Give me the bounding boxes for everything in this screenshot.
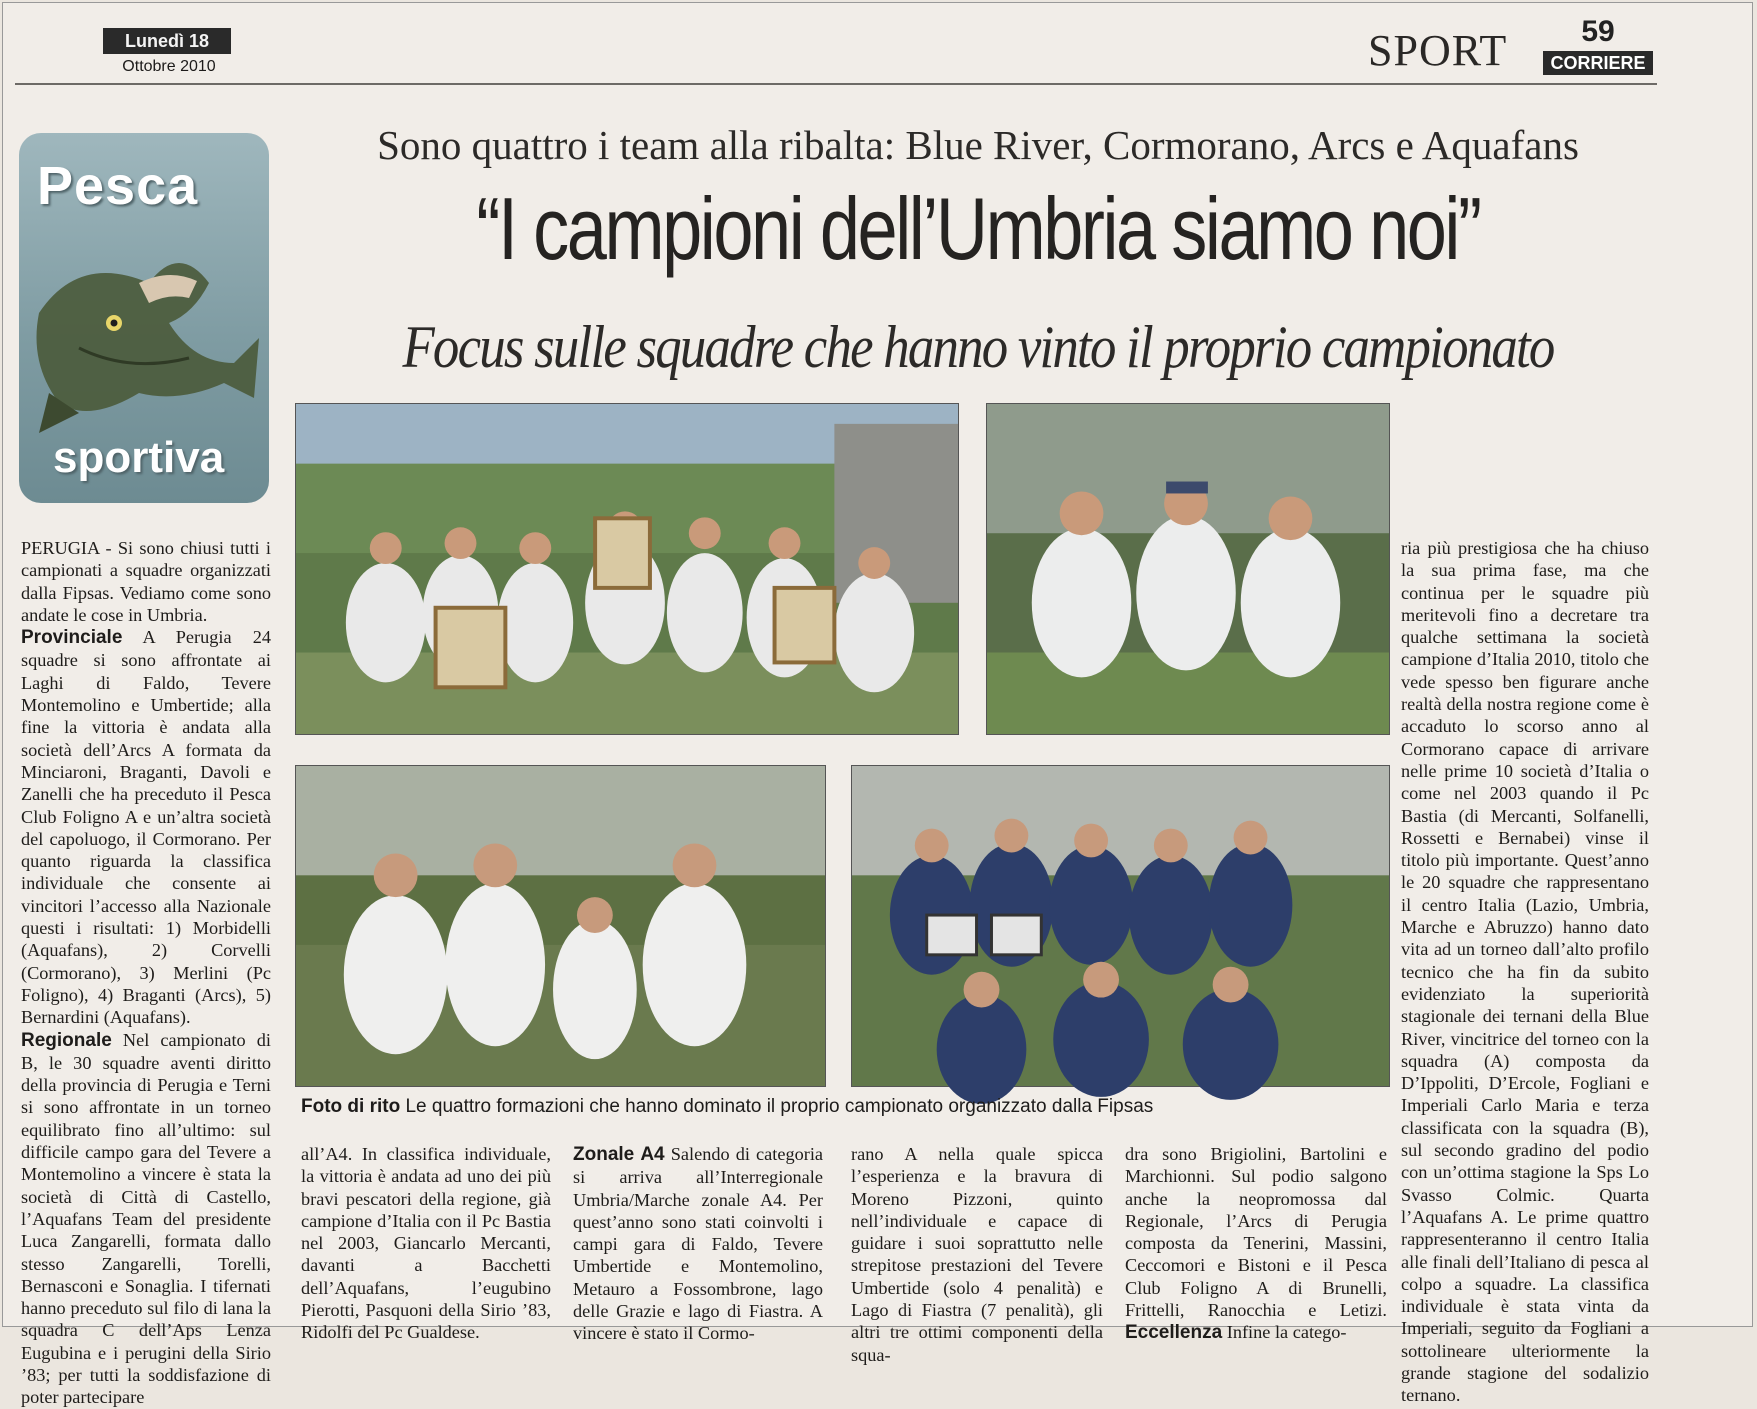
team-photo-4 — [851, 765, 1390, 1087]
team-photo-2 — [986, 403, 1390, 735]
team-photo-1 — [295, 403, 959, 735]
article-column-4 — [851, 1143, 1103, 1366]
article-column-3 — [573, 1143, 823, 1345]
section-badge — [19, 133, 269, 503]
page-number: 59 — [1581, 15, 1615, 48]
photo-caption — [301, 1096, 1431, 1118]
section-name: SPORT — [1368, 26, 1508, 75]
paragraph: Infine la catego- — [1222, 1322, 1347, 1343]
issue-date: Ottobre 2010 — [122, 58, 216, 75]
subheading-eccellenza: Eccellenza — [1125, 1322, 1223, 1344]
caption-label: Foto di rito — [301, 1096, 401, 1117]
article-column-6 — [1401, 537, 1649, 1407]
newspaper-page — [2, 2, 1753, 1408]
article-kicker: Sono quattro i team alla ribalta: Blue River, Cormorano, Arcs e Aquafans — [377, 122, 1579, 168]
article-column-5 — [1125, 1143, 1387, 1345]
badge-title-top: Pesca — [37, 156, 199, 216]
issue-day: Lunedì 18 — [103, 28, 231, 54]
paragraph: all’A4. In classifica individuale, la vittoria è andata ad uno dei più bravi pescatori della regione, già campione d’Italia con il Pc Bastia nel 2003, Giancarlo Mercanti, davanti a Bacchetti dell’Aquafans, l’eugubino Pierotti, Pasquoni della Sirio ’83, Ridolfi del Pc Gualdese. — [301, 1144, 551, 1343]
article-subhead: Focus sulle squadre che hanno vinto il proprio campionato — [402, 314, 1554, 380]
paragraph: - Si sono chiusi tutti i campionati a squadre organizzati dalla Fipsas. Vediamo come sono andate le cose in Umbria. — [21, 538, 271, 625]
paragraph: rano A nella quale spicca l’esperienza e la bravura di Moreno Pizzoni, quinto nell’individuale e capace di guidare i suoi soprattutto nelle strepitose prestazioni del Tevere Umbertide (solo 4 penalità) e Lago di Fiastra (7 penalità), gli altri tre ottimi componenti della squa- — [851, 1144, 1103, 1365]
article-column-1 — [21, 537, 271, 1409]
article-headline: “I campioni dell’Umbria siamo noi” — [476, 179, 1480, 278]
badge-title-bottom: sportiva — [53, 433, 225, 482]
article-column-2 — [301, 1143, 551, 1344]
paragraph: Salendo di categoria si arriva all’Interregionale Umbria/Marche zonale A4. Per quest’anno sono stati coinvolti i campi gara di Faldo, Tevere Umbertide e Montemolino, Metauro a Fossombrone, lago delle Grazie e lago di Fiastra. A vincere è stato il Cormo- — [573, 1144, 824, 1344]
paragraph: Nel campionato di B, le 30 squadre aventi diritto della provincia di Perugia e Terni si sono affrontate in un torneo equilibrato fino all’ultimo: sul difficile campo gara del Tevere a Montemolino a vincere è stata la società di Città di Castello, l’Aquafans Team del presidente Luca Zangarelli, formata dallo stesso Zangarelli, Torelli, Bernasconi e Sonaglia. I tifernati hanno preceduto sul filo di lana la squadra C dell’Aps Lenza Eugubina e i perugini della Sirio ’83; per tutti la soddisfazione di poter partecipare — [21, 1029, 271, 1408]
dateline: PERUGIA — [21, 538, 100, 558]
subheading-regionale: Regionale — [21, 1029, 112, 1051]
paragraph: A Perugia 24 squadre si sono affrontate ai Laghi di Faldo, Tevere Montemolino e Umbertide; alla fine la vittoria è andata alla società dell’Arcs A formata da Minciaroni, Braganti, Davoli e Zanelli che ha preceduto il Pesca Club Foligno A e un’altra società del capoluogo, il Cormorano. Per quanto riguarda la classifica individuale che consente ai vincitori l’accesso alla Nazionale questi i risultati: 1) Morbidelli (Aquafans), 2) Corvelli (Cormorano), 3) Merlini (Pc Foligno), 4) Braganti (Arcs), 5) Bernardini (Aquafans). — [21, 627, 271, 1028]
paper-name: CORRIERE — [1543, 51, 1653, 75]
paragraph: dra sono Brigiolini, Bartolini e Marchionni. Sul podio salgono anche la neopromossa dal Regionale, l’Arcs di Perugia composta da Tenerini, Massini, Ceccomori e Bistoni e il Pesca Club Foligno A di Brunelli, Frittelli, Ranocchia e Letizi. — [1125, 1144, 1387, 1321]
subheading-zonale: Zonale A4 — [573, 1144, 665, 1165]
subheading-provinciale: Provinciale — [21, 627, 123, 649]
team-photo-3 — [295, 765, 826, 1087]
header-rule — [15, 83, 1657, 85]
paragraph: ria più prestigiosa che ha chiuso la sua prima fase, ma che continua per le squadre più meritevoli fino a decretare tra qualche settimana la società campione d’Italia 2010, titolo che vede spesso ben figurare anche realtà della nostra regione come è accaduto lo scorso anno al Cormorano capace di arrivare nelle prime 10 società d’Italia o come nel 2003 quando il Pc Bastia (di Mercanti, Solfanelli, Rossetti e Bernabei) vinse il titolo più importante. Quest’anno le 20 squadre che rappresentano il centro Italia (Lazio, Umbria, Marche e Abruzzo) hanno dato vita ad un torneo dall’alto profilo tecnico che ha fin da subito evidenziato la superiorità stagionale dei ternani della Blue River, vincitrice del torneo con la squadra (A) composta da D’Ippoliti, D’Ercole, Fogliani e Imperiali Carlo Maria e terza classificata con la squadra (B), sul secondo gradino del podio con un’ottima stagione la Sps Lo Svasso Colmic. Quarta l’Aquafans A. Le prime quattro rappresenteranno il centro Italia alle finali dell’Italiano di pesca al colpo a squadre. La classifica individuale è stata vinta da Imperiali, seguito da Fogliani a sottolineare ulteriormente la grande stagione del sodalizio ternano. — [1401, 538, 1649, 1406]
caption-text: Le quattro formazioni che hanno dominato il proprio campionato organizzato dalla Fipsas — [400, 1096, 1154, 1117]
